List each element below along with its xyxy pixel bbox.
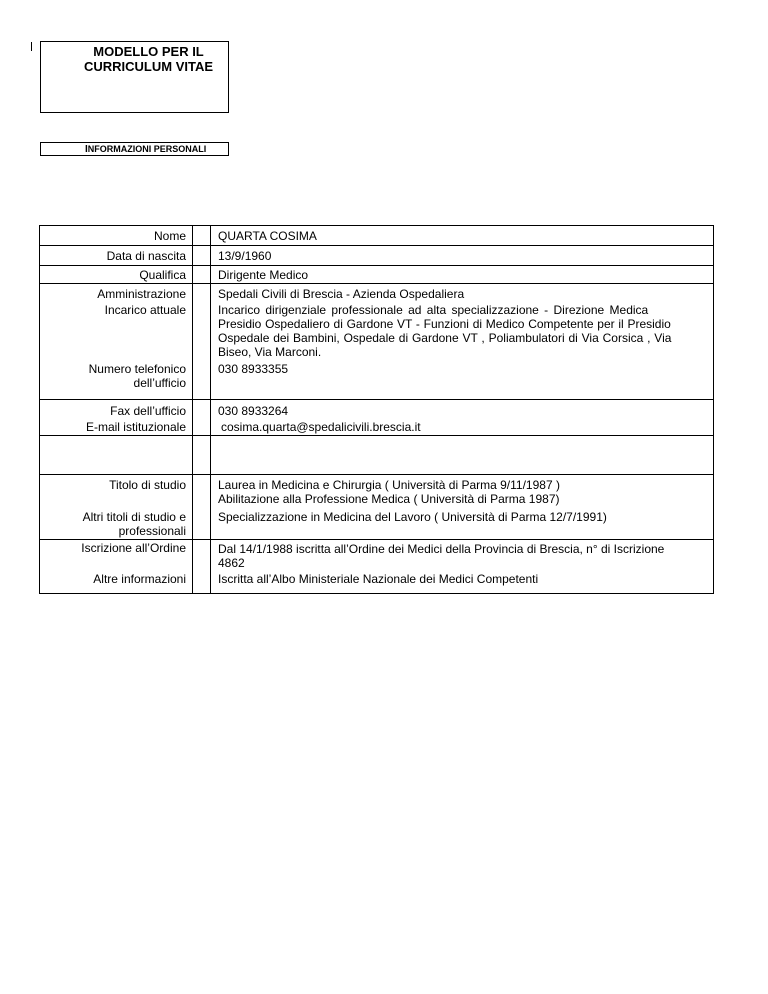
- titolo-studio-line-2: Abilitazione alla Professione Medica ( Università di Parma 1987): [218, 492, 560, 506]
- section-header-initial: I: [85, 144, 88, 155]
- label-amministrazione: Amministrazione: [97, 287, 186, 301]
- value-fax: 030 8933264: [218, 404, 289, 418]
- value-email: cosima.quarta@spedalicivili.brescia.it: [221, 420, 421, 434]
- label-altri-titoli: [83, 510, 186, 538]
- label-nome: Nome: [153, 229, 186, 243]
- label-qualifica: Qualifica: [139, 268, 186, 282]
- title-box: [40, 41, 229, 113]
- label-iscrizione: Iscrizione all’Ordine: [81, 541, 186, 555]
- value-qualifica: Dirigente Medico: [218, 268, 309, 282]
- value-data-nascita: 13/9/1960: [218, 249, 272, 263]
- row-divider: [40, 539, 713, 540]
- label-email: E-mail istituzionale: [85, 420, 186, 434]
- iscrizione-line-2: 4862: [218, 556, 245, 570]
- incarico-line: Incarico dirigenziale professionale ad alta specializzazione - Direzione Medica: [218, 303, 649, 317]
- value-titolo-studio: [218, 478, 713, 506]
- label-data-nascita: Data di nascita: [106, 249, 186, 263]
- value-incarico: [218, 303, 713, 359]
- label-altre-info: Altre informazioni: [93, 572, 186, 586]
- section-header-box: [40, 142, 229, 156]
- section-header: [85, 144, 206, 155]
- label-altri-titoli-line-2: professionali: [118, 524, 186, 538]
- label-incarico: Incarico attuale: [104, 303, 186, 317]
- section-header-rest: NFORMAZIONI PERSONALI: [87, 144, 207, 154]
- document-title: [41, 44, 228, 74]
- row-divider: [40, 435, 713, 436]
- incarico-line: Presidio Ospedaliero di Gardone VT - Funzioni di Medico Competente per il Presidio: [218, 317, 671, 331]
- row-divider: [40, 399, 713, 400]
- label-fax: Fax dell’ufficio: [110, 404, 186, 418]
- label-telefono: [89, 362, 186, 390]
- value-iscrizione: [218, 542, 713, 570]
- incarico-line: Ospedale dei Bambini, Ospedale di Gardone VT , Poliambulatori di Via Corsica , Via: [218, 331, 672, 345]
- value-amministrazione: Spedali Civili di Brescia - Azienda Ospedaliera: [218, 287, 465, 301]
- title-line-1: MODELLO PER IL: [93, 44, 204, 59]
- title-line-2: CURRICULUM VITAE: [83, 59, 214, 74]
- label-altri-titoli-line-1: Altri titoli di studio e: [82, 510, 186, 524]
- margin-mark: [31, 42, 32, 51]
- column-divider-right: [210, 226, 211, 593]
- label-telefono-line-1: Numero telefonico: [88, 362, 186, 376]
- row-divider: [40, 245, 713, 246]
- row-divider: [40, 474, 713, 475]
- value-telefono: 030 8933355: [218, 362, 289, 376]
- value-altre-info: Iscritta all’Albo Ministeriale Nazionale dei Medici Competenti: [218, 572, 539, 586]
- personal-info-table: [39, 225, 714, 594]
- label-telefono-line-2: dell’ufficio: [133, 376, 186, 390]
- column-divider-left: [192, 226, 193, 593]
- row-divider: [40, 283, 713, 284]
- titolo-studio-line-1: Laurea in Medicina e Chirurgia ( Università di Parma 9/11/1987 ): [218, 478, 560, 492]
- row-divider: [40, 265, 713, 266]
- value-nome: QUARTA COSIMA: [218, 229, 317, 243]
- value-altri-titoli: Specializzazione in Medicina del Lavoro ( Università di Parma 12/7/1991): [218, 510, 607, 524]
- iscrizione-line-1: Dal 14/1/1988 iscritta all’Ordine dei Medici della Provincia di Brescia, n° di Iscrizione: [218, 542, 665, 556]
- label-titolo-studio: Titolo di studio: [109, 478, 186, 492]
- incarico-line: Biseo, Via Marconi.: [218, 345, 322, 359]
